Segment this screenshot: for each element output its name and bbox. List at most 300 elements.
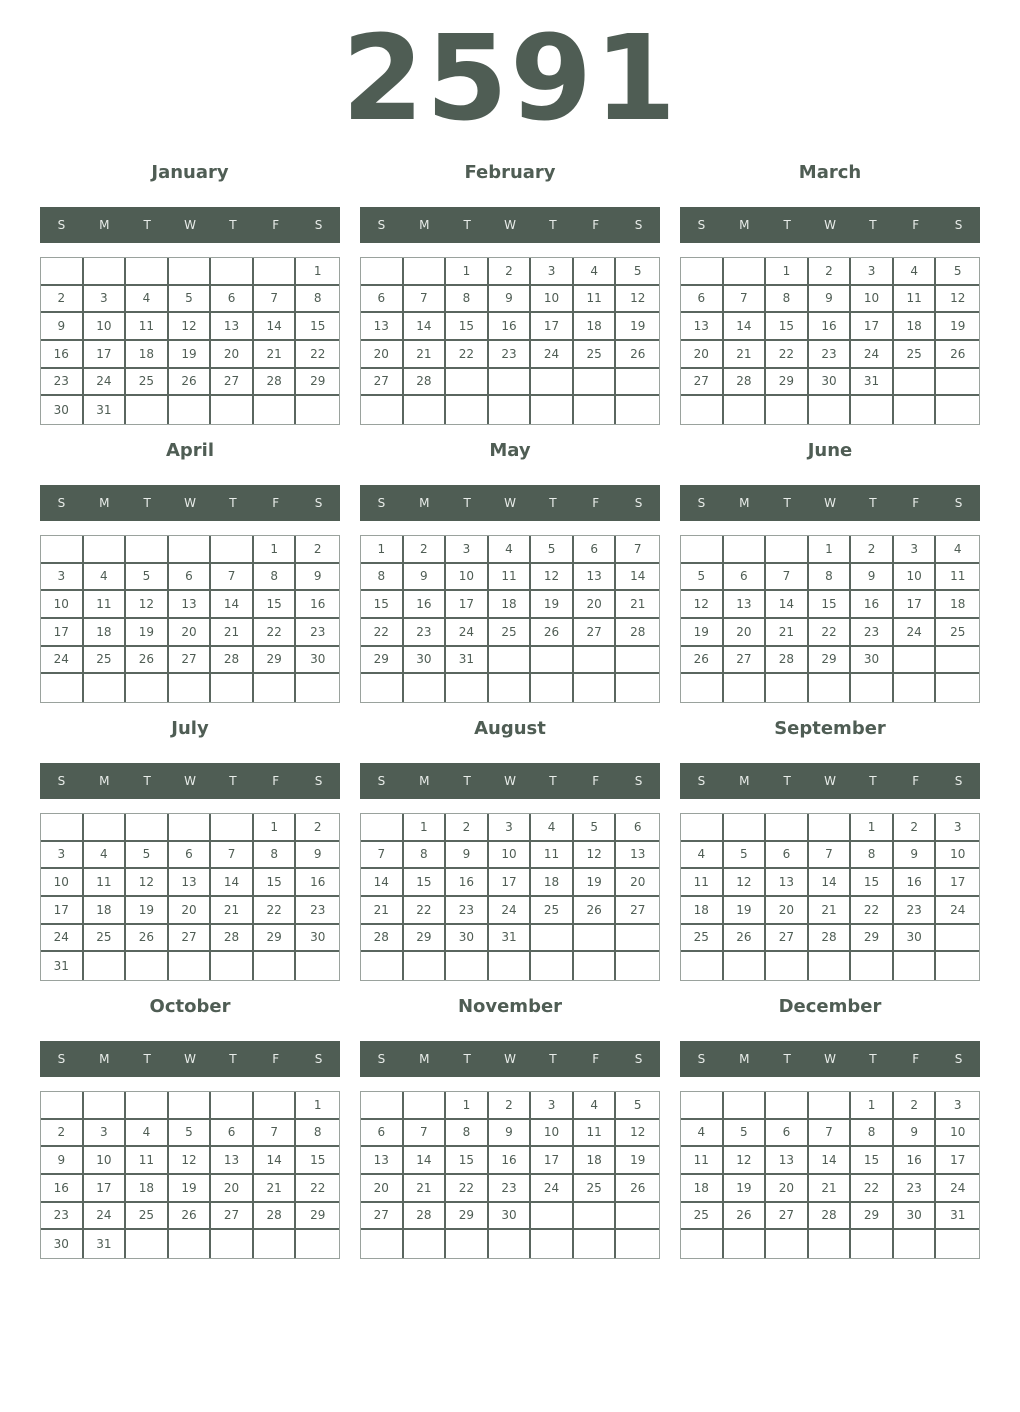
empty-cell [766,536,809,564]
day-cell: 21 [766,619,809,647]
weekday-header [360,763,660,799]
day-cell: 27 [211,1203,254,1231]
day-cell: 8 [851,1120,894,1148]
day-cell: 3 [84,1120,127,1148]
day-cell: 28 [211,647,254,675]
day-cell: 6 [361,286,404,314]
empty-cell [169,536,212,564]
day-cell: 20 [169,897,212,925]
weekday-label: F [592,1052,600,1066]
weekday-label: W [824,1052,836,1066]
weekday-label: T [463,496,471,510]
day-cell: 6 [169,842,212,870]
day-cell: 27 [574,619,617,647]
day-cell: 24 [936,1175,979,1203]
weekday-label: T [143,496,151,510]
empty-cell [446,674,489,702]
day-cell: 3 [531,258,574,286]
day-cell: 24 [84,369,127,397]
day-cell: 22 [404,897,447,925]
empty-cell [936,396,979,424]
weekday-header [40,1041,340,1077]
day-cell: 27 [766,1203,809,1231]
weekday-label: M [739,774,750,788]
day-cell: 10 [851,286,894,314]
day-cell: 17 [936,869,979,897]
empty-cell [254,952,297,980]
empty-cell [446,952,489,980]
day-cell: 28 [404,369,447,397]
day-cell: 27 [361,369,404,397]
day-cell: 15 [446,1147,489,1175]
empty-cell [211,396,254,424]
empty-cell [296,1230,339,1258]
empty-cell [211,1230,254,1258]
day-cell: 10 [936,1120,979,1148]
empty-cell [616,925,659,953]
empty-cell [851,1230,894,1258]
empty-cell [894,369,937,397]
weekday-label: S [634,496,643,510]
day-cell: 19 [681,619,724,647]
day-cell: 9 [296,842,339,870]
weekday-label: F [592,496,600,510]
day-cell: 12 [126,869,169,897]
day-cell: 31 [84,1230,127,1258]
day-cell: 31 [936,1203,979,1231]
empty-cell [851,674,894,702]
empty-cell [361,674,404,702]
day-cell: 11 [681,1147,724,1175]
day-cell: 16 [851,591,894,619]
empty-cell [404,396,447,424]
day-cell: 4 [84,564,127,592]
empty-cell [574,674,617,702]
empty-cell [84,674,127,702]
weekday-label: S [697,496,706,510]
day-cell: 15 [851,1147,894,1175]
day-cell: 11 [574,1120,617,1148]
empty-cell [616,674,659,702]
empty-cell [766,396,809,424]
weekday-label: F [912,496,920,510]
day-cell: 5 [724,1120,767,1148]
empty-cell [766,1230,809,1258]
day-cell: 9 [809,286,852,314]
month-title: May [489,440,531,461]
day-cell: 9 [41,1147,84,1175]
empty-cell [211,952,254,980]
day-grid [360,257,660,425]
month-title: November [457,996,563,1017]
day-cell: 29 [404,925,447,953]
day-grid [680,1091,980,1259]
day-cell: 25 [84,647,127,675]
day-cell: 3 [41,564,84,592]
empty-cell [531,952,574,980]
day-cell: 4 [574,258,617,286]
day-cell: 12 [169,313,212,341]
day-cell: 4 [126,286,169,314]
day-cell: 14 [809,1147,852,1175]
day-cell: 25 [681,1203,724,1231]
day-cell: 11 [84,591,127,619]
day-cell: 21 [404,341,447,369]
empty-cell [531,647,574,675]
day-cell: 5 [616,1092,659,1120]
day-cell: 1 [446,258,489,286]
day-cell: 11 [126,313,169,341]
weekday-label: W [184,1052,196,1066]
empty-cell [724,674,767,702]
empty-cell [616,1230,659,1258]
empty-cell [936,369,979,397]
weekday-label: S [377,496,386,510]
weekday-label: W [504,496,516,510]
day-cell: 10 [531,1120,574,1148]
day-cell: 3 [489,814,532,842]
empty-cell [404,952,447,980]
day-cell: 7 [766,564,809,592]
empty-cell [84,536,127,564]
weekday-label: S [954,774,963,788]
empty-cell [254,258,297,286]
day-cell: 15 [296,313,339,341]
day-cell: 1 [766,258,809,286]
weekday-header [360,207,660,243]
day-cell: 6 [574,536,617,564]
day-cell: 28 [724,369,767,397]
day-cell: 30 [446,925,489,953]
empty-cell [574,1203,617,1231]
empty-cell [894,647,937,675]
day-cell: 30 [851,647,894,675]
weekday-label: T [549,496,557,510]
day-cell: 19 [616,313,659,341]
day-cell: 14 [404,313,447,341]
weekday-label: S [314,774,323,788]
weekday-label: T [229,1052,237,1066]
day-cell: 16 [809,313,852,341]
day-cell: 24 [446,619,489,647]
empty-cell [724,1230,767,1258]
day-cell: 23 [296,619,339,647]
day-cell: 9 [296,564,339,592]
day-cell: 1 [809,536,852,564]
day-cell: 19 [616,1147,659,1175]
empty-cell [851,396,894,424]
empty-cell [531,674,574,702]
day-cell: 25 [936,619,979,647]
weekday-label: S [697,218,706,232]
day-cell: 18 [681,897,724,925]
empty-cell [894,674,937,702]
empty-cell [126,1230,169,1258]
empty-cell [681,1092,724,1120]
day-cell: 9 [404,564,447,592]
empty-cell [254,674,297,702]
empty-cell [681,814,724,842]
day-cell: 20 [361,1175,404,1203]
day-cell: 10 [84,313,127,341]
empty-cell [296,396,339,424]
day-cell: 18 [681,1175,724,1203]
empty-cell [894,396,937,424]
day-cell: 10 [894,564,937,592]
day-cell: 7 [361,842,404,870]
day-cell: 28 [809,925,852,953]
empty-cell [404,258,447,286]
day-cell: 25 [489,619,532,647]
empty-cell [126,536,169,564]
weekday-label: F [912,1052,920,1066]
day-cell: 6 [211,1120,254,1148]
empty-cell [84,952,127,980]
day-cell: 13 [361,313,404,341]
weekday-label: W [824,496,836,510]
day-cell: 17 [531,313,574,341]
month-title: September [774,718,886,739]
day-cell: 30 [809,369,852,397]
day-cell: 3 [936,814,979,842]
day-cell: 11 [489,564,532,592]
day-cell: 15 [851,869,894,897]
empty-cell [616,396,659,424]
day-cell: 8 [254,842,297,870]
empty-cell [489,952,532,980]
empty-cell [809,952,852,980]
empty-cell [936,674,979,702]
day-cell: 23 [489,1175,532,1203]
empty-cell [616,369,659,397]
empty-cell [446,396,489,424]
day-cell: 19 [574,869,617,897]
day-cell: 6 [169,564,212,592]
day-cell: 17 [894,591,937,619]
day-cell: 13 [211,313,254,341]
day-cell: 12 [169,1147,212,1175]
day-cell: 20 [724,619,767,647]
empty-cell [254,396,297,424]
empty-cell [724,1092,767,1120]
day-cell: 23 [296,897,339,925]
day-cell: 15 [404,869,447,897]
empty-cell [724,814,767,842]
empty-cell [809,674,852,702]
empty-cell [361,952,404,980]
day-cell: 2 [894,814,937,842]
day-cell: 16 [41,341,84,369]
day-cell: 4 [894,258,937,286]
weekday-label: S [377,218,386,232]
empty-cell [211,258,254,286]
day-cell: 26 [724,925,767,953]
day-cell: 11 [126,1147,169,1175]
day-cell: 17 [84,341,127,369]
day-cell: 5 [126,564,169,592]
empty-cell [296,674,339,702]
weekday-header [680,763,980,799]
day-cell: 6 [211,286,254,314]
day-cell: 1 [254,814,297,842]
day-cell: 10 [489,842,532,870]
empty-cell [809,396,852,424]
day-cell: 15 [809,591,852,619]
weekday-label: F [592,774,600,788]
month-title: July [171,718,209,739]
day-cell: 4 [936,536,979,564]
weekday-label: S [634,774,643,788]
weekday-header [40,207,340,243]
day-cell: 2 [894,1092,937,1120]
day-cell: 1 [296,258,339,286]
empty-cell [809,814,852,842]
day-cell: 22 [296,341,339,369]
weekday-label: S [697,1052,706,1066]
day-cell: 22 [766,341,809,369]
day-cell: 26 [616,341,659,369]
weekday-label: T [463,218,471,232]
empty-cell [681,1230,724,1258]
empty-cell [574,1230,617,1258]
day-cell: 24 [531,341,574,369]
empty-cell [169,1092,212,1120]
day-cell: 22 [296,1175,339,1203]
day-cell: 29 [296,1203,339,1231]
day-cell: 6 [681,286,724,314]
day-cell: 19 [724,1175,767,1203]
weekday-header [360,1041,660,1077]
day-cell: 2 [404,536,447,564]
day-cell: 2 [296,536,339,564]
empty-cell [254,1230,297,1258]
weekday-label: T [869,774,877,788]
month-title: April [165,440,215,461]
day-cell: 19 [169,1175,212,1203]
month-title: August [474,718,546,739]
day-cell: 16 [404,591,447,619]
empty-cell [489,369,532,397]
day-grid [360,535,660,703]
day-cell: 30 [41,396,84,424]
weekday-label: F [912,218,920,232]
day-cell: 2 [41,286,84,314]
day-cell: 14 [254,313,297,341]
day-cell: 2 [41,1120,84,1148]
empty-cell [489,396,532,424]
day-cell: 3 [531,1092,574,1120]
empty-cell [126,258,169,286]
day-cell: 6 [616,814,659,842]
day-cell: 5 [724,842,767,870]
day-cell: 23 [851,619,894,647]
empty-cell [404,674,447,702]
day-cell: 16 [489,313,532,341]
day-cell: 29 [254,925,297,953]
day-cell: 3 [851,258,894,286]
day-cell: 27 [169,647,212,675]
day-cell: 12 [936,286,979,314]
day-cell: 29 [296,369,339,397]
day-cell: 20 [574,591,617,619]
day-cell: 25 [681,925,724,953]
day-cell: 18 [84,619,127,647]
day-cell: 17 [84,1175,127,1203]
day-cell: 5 [169,1120,212,1148]
day-cell: 30 [296,925,339,953]
weekday-label: S [314,218,323,232]
day-cell: 27 [361,1203,404,1231]
day-grid [40,257,340,425]
weekday-label: F [272,218,280,232]
day-cell: 14 [404,1147,447,1175]
day-cell: 12 [616,286,659,314]
day-cell: 18 [574,313,617,341]
month-title: February [464,162,556,183]
day-cell: 10 [531,286,574,314]
weekday-label: W [184,774,196,788]
day-cell: 4 [84,842,127,870]
empty-cell [574,952,617,980]
day-cell: 19 [169,341,212,369]
day-cell: 2 [489,258,532,286]
empty-cell [936,1230,979,1258]
day-cell: 30 [489,1203,532,1231]
month-title: March [798,162,862,183]
day-cell: 26 [681,647,724,675]
day-cell: 17 [851,313,894,341]
day-cell: 16 [446,869,489,897]
day-cell: 1 [446,1092,489,1120]
day-cell: 19 [531,591,574,619]
day-grid [360,813,660,981]
year-title: 2591 [341,9,679,147]
day-cell: 24 [851,341,894,369]
empty-cell [574,369,617,397]
day-cell: 28 [361,925,404,953]
day-cell: 9 [446,842,489,870]
empty-cell [254,1092,297,1120]
weekday-label: S [57,774,66,788]
day-cell: 1 [296,1092,339,1120]
day-cell: 26 [724,1203,767,1231]
day-cell: 20 [616,869,659,897]
weekday-label: F [592,218,600,232]
empty-cell [851,952,894,980]
day-cell: 15 [254,869,297,897]
day-cell: 29 [851,925,894,953]
weekday-label: T [783,218,791,232]
day-cell: 4 [681,842,724,870]
weekday-label: M [739,1052,750,1066]
empty-cell [681,258,724,286]
weekday-label: S [57,496,66,510]
day-cell: 19 [126,619,169,647]
day-cell: 27 [766,925,809,953]
day-cell: 31 [41,952,84,980]
empty-cell [681,536,724,564]
day-cell: 28 [809,1203,852,1231]
day-cell: 20 [211,341,254,369]
day-cell: 21 [616,591,659,619]
weekday-label: S [377,774,386,788]
day-cell: 14 [616,564,659,592]
day-cell: 5 [574,814,617,842]
day-cell: 27 [616,897,659,925]
empty-cell [211,814,254,842]
weekday-label: S [954,1052,963,1066]
day-cell: 13 [616,842,659,870]
